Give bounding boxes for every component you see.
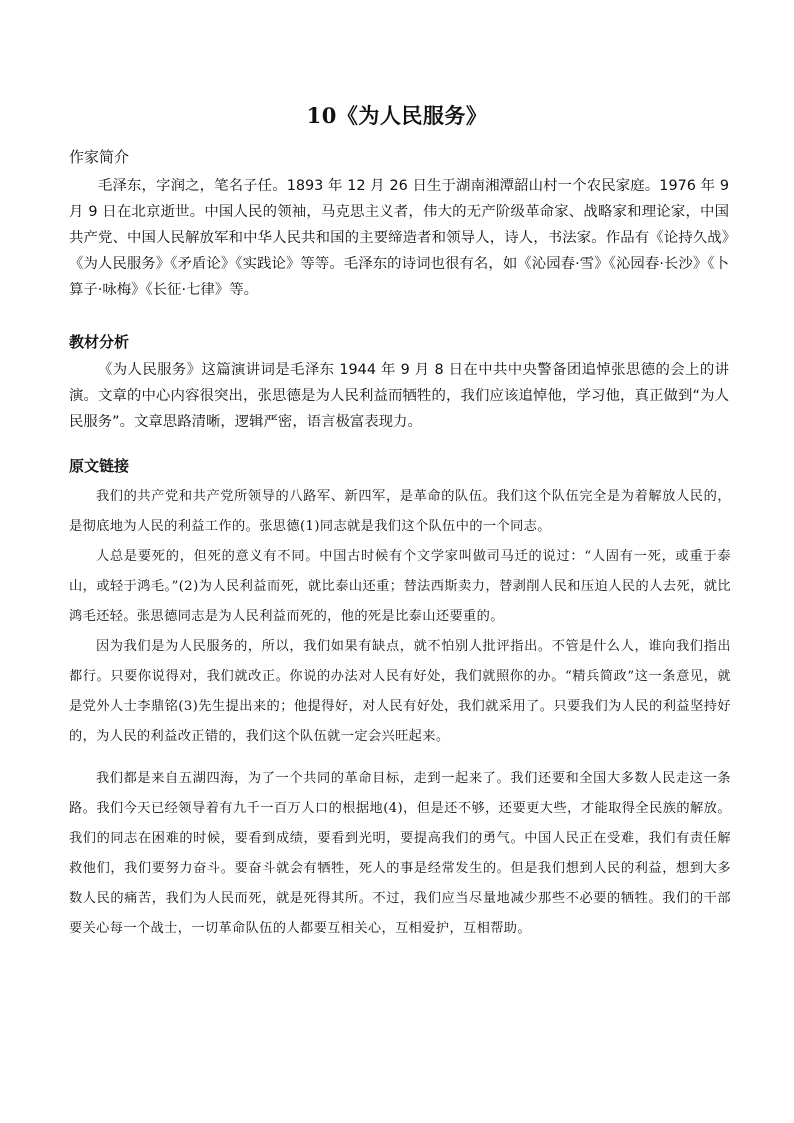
original-text-paragraph-4: 我们都是来自五湖四海，为了一个共同的革命目标，走到一起来了。我们还要和全国大多数人民走这一条路。我们今天已经领导着有九千一百万人口的根据地(4)，但是还不够，还要更大些，才能取得全民族的解放。我们的同志在困难的时候，要看到成绩，要看到光明，要提高我们的勇气。中国人民正在受难，我们有责任解救他们，我们要努力奋斗。要奋斗就会有牺牲，死人的事是经常发生的。但是我们想到人民的利益，想到大多数人民的痛苦，我们为人民而死，就是死得其所。不过，我们应当尽量地减少那些不必要的牺牲。我们的干部要关心每一个战士，一切革命队伍的人都要互相关心，互相爱护，互相帮助。	[69, 771, 731, 936]
original-text-paragraph-1: 我们的共产党和共产党所领导的八路军、新四军，是革命的队伍。我们这个队伍完全是为着解放人民的，是彻底地为人民的利益工作的。张思德(1)同志就是我们这个队伍中的一个同志。	[69, 489, 731, 534]
author-intro-paragraph: 毛泽东，字润之，笔名子任。1893 年 12 月 26 日生于湖南湘潭韶山村一个农民家庭。1976 年 9 月 9 日在北京逝世。中国人民的领袖，马克思主义者，伟大的无产阶级革命家、战略家和理论家，中国共产党、中国人民解放军和中华人民共和国的主要缔造者和领导人，诗人，书法家。作品有《论持久战》《为人民服务》《矛盾论》《实践论》等等。毛泽东的诗词也很有名，如《沁园春·雪》《沁园春·长沙》《卜算子·咏梅》《长征·七律》等。	[69, 178, 729, 298]
author-intro-heading: 作家简介	[69, 148, 130, 166]
text-analysis-heading: 教材分析	[69, 333, 130, 351]
original-text-paragraph-2: 人总是要死的，但死的意义有不同。中国古时候有个文学家叫做司马迁的说过：“人固有一死，或重于泰山，或轻于鸿毛。”(2)为人民利益而死，就比泰山还重；替法西斯卖力，替剥削人民和压迫人民的人去死，就比鸿毛还轻。张思德同志是为人民利益而死的，他的死是比泰山还要重的。	[69, 549, 731, 624]
text-analysis-paragraph: 《为人民服务》这篇演讲词是毛泽东 1944 年 9 月 8 日在中共中央警备团追悼张思德的会上的讲演。文章的中心内容很突出，张思德是为人民利益而牺牲的，我们应该追悼他，学习他，真正做到“为人民服务”。文章思路清晰，逻辑严密，语言极富表现力。	[69, 362, 729, 430]
original-text-paragraph-3: 因为我们是为人民服务的，所以，我们如果有缺点，就不怕别人批评指出。不管是什么人，谁向我们指出都行。只要你说得对，我们就改正。你说的办法对人民有好处，我们就照你的办。“精兵简政”这一条意见，就是党外人士李鼎铭(3)先生提出来的；他提得好，对人民有好处，我们就采用了。只要我们为人民的利益坚持好的，为人民的利益改正错的，我们这个队伍就一定会兴旺起来。	[69, 639, 731, 744]
page-title: 10《为人民服务》	[306, 103, 488, 128]
original-text-heading: 原文链接	[69, 457, 130, 475]
